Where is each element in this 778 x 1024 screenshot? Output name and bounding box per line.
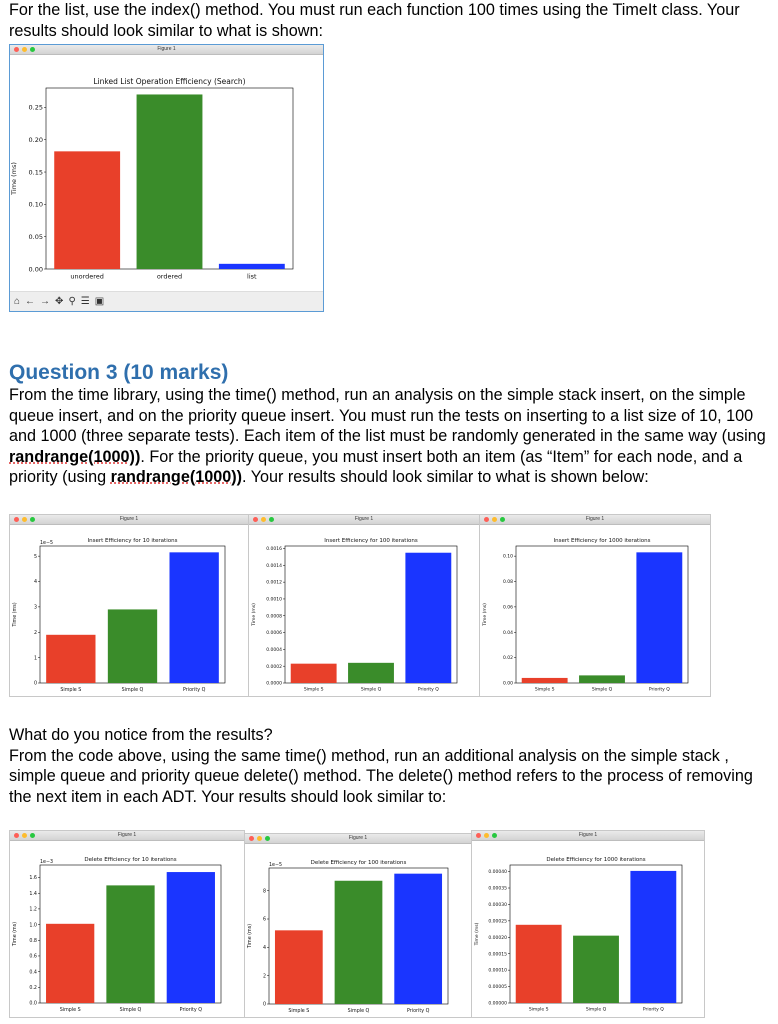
- y-tick-label: 0.00010: [488, 968, 507, 974]
- y-tick-label: 1.2: [29, 907, 37, 913]
- bar-priority-q: [405, 553, 451, 683]
- home-icon[interactable]: ⌂: [14, 296, 21, 307]
- window-title: Figure 1: [354, 516, 374, 522]
- y-tick-label: 0.00: [28, 265, 43, 274]
- y-tick-label: 0.02: [502, 656, 513, 662]
- window-title: Figure 1: [117, 832, 137, 838]
- y-tick-label: 0.0: [29, 1001, 37, 1007]
- forward-icon[interactable]: →: [40, 296, 51, 307]
- y-tick-label: 0.4: [29, 970, 37, 976]
- x-tick-label: Priority Q: [417, 687, 439, 693]
- x-tick-label: Simple Q: [347, 1008, 370, 1014]
- x-tick-label: Simple Q: [585, 1007, 607, 1013]
- y-tick-label: 0.2: [29, 985, 37, 991]
- figure-window-delete-100: [244, 833, 472, 1018]
- y-axis-label: Time (ms): [10, 162, 18, 195]
- x-tick-label: ordered: [156, 272, 183, 281]
- y-tick-label: 0.8: [29, 938, 37, 944]
- chart-delete-10: [10, 841, 244, 1018]
- intro-line-1: For the list, use the index() method. You must run each function 100 times using the TimeIt class. Your: [9, 1, 740, 19]
- chart-delete-1000: [472, 841, 704, 1018]
- y-tick-label: 0.0014: [266, 563, 282, 569]
- x-tick-label: Simple Q: [591, 687, 613, 693]
- q3-text-part-1: From the time library, using the time() method, run an analysis on the simple stack insert, on the simple queue insert, and on the priority queue insert. You must run the tests on inserting to a list size of 10, 100 and 1000 (three separate tests). Each item of the list must be randomly generated in the same way (using: [9, 386, 766, 445]
- intro-line-2: results should look similar to what is shown:: [9, 21, 323, 40]
- q3-text-part-3: . Your results should look similar to what is shown below:: [242, 468, 649, 486]
- middle-text: [9, 725, 771, 807]
- y-tick-label: 0.0010: [266, 597, 282, 603]
- question-3-heading: Question 3 (10 marks): [9, 361, 229, 384]
- y-tick-label: 1.4: [29, 891, 37, 897]
- bar-simple-q: [348, 663, 394, 683]
- x-tick-label: Simple Q: [119, 1007, 142, 1013]
- axis-multiplier: 1e−5: [40, 541, 54, 546]
- y-tick-label: 0.0008: [266, 614, 282, 620]
- q3-text-part-2: . For the priority queue, you must insert both an item (as “Item” for each node, and a priority (using: [9, 447, 743, 486]
- figure-window-delete-1000: [471, 830, 705, 1018]
- y-tick-label: 0.00005: [488, 985, 507, 991]
- x-tick-label: Simple S: [60, 687, 82, 693]
- figure-window-insert-10: [9, 514, 249, 697]
- y-tick-label: 0.04: [502, 630, 513, 636]
- chart-insert-100: [249, 525, 479, 697]
- y-tick-label: 0.00025: [488, 919, 507, 925]
- y-tick-label: 3: [33, 605, 37, 611]
- y-axis-label: Time (ms): [13, 602, 18, 627]
- x-tick-label: list: [247, 272, 257, 281]
- y-tick-label: 4: [33, 580, 37, 586]
- y-tick-label: 0.00035: [488, 886, 507, 892]
- y-axis-label: Time (ms): [483, 603, 488, 626]
- y-tick-label: 1.0: [29, 923, 37, 929]
- y-axis-label: Time (ms): [475, 922, 480, 946]
- x-tick-label: Priority Q: [406, 1008, 430, 1014]
- y-tick-label: 0.08: [502, 580, 513, 586]
- randrange-code-1: randrange(1000)): [9, 447, 141, 466]
- y-axis-label: Time (ms): [252, 603, 257, 626]
- bar-list: [219, 264, 285, 269]
- x-tick-label: Simple S: [288, 1008, 310, 1014]
- bar-simple-s: [516, 925, 562, 1003]
- y-tick-label: 0.00030: [488, 903, 507, 909]
- save-icon[interactable]: ▣: [94, 296, 105, 307]
- y-tick-label: 0.0012: [266, 580, 282, 586]
- y-tick-label: 0.05: [28, 232, 43, 241]
- y-tick-label: 0.6: [29, 954, 37, 960]
- window-title: Figure 1: [585, 516, 605, 522]
- x-tick-label: unordered: [70, 272, 104, 281]
- chart-title: Insert Efficiency for 100 iterations: [324, 538, 418, 544]
- y-tick-label: 6: [262, 917, 266, 923]
- zoom-icon[interactable]: ⚲: [68, 296, 76, 307]
- chart-title: Insert Efficiency for 1000 iterations: [553, 538, 651, 544]
- axis-multiplier: 1e−5: [269, 863, 283, 868]
- x-tick-label: Priority Q: [648, 687, 670, 693]
- bar-priority-q: [170, 552, 219, 683]
- x-tick-label: Simple Q: [121, 687, 144, 693]
- y-axis-label: Time (ms): [248, 923, 253, 949]
- bar-simple-q: [335, 881, 383, 1004]
- x-tick-label: Simple S: [528, 1007, 549, 1013]
- y-tick-label: 0.00000: [488, 1001, 507, 1007]
- y-tick-label: 0.00020: [488, 935, 507, 941]
- bar-simple-s: [275, 930, 323, 1004]
- bar-simple-s: [291, 664, 337, 683]
- y-tick-label: 0.00040: [488, 870, 507, 876]
- bar-priority-q: [394, 874, 442, 1004]
- figure-window-search: [9, 44, 324, 312]
- bar-simple-q: [108, 609, 157, 683]
- y-tick-label: 0.00: [502, 681, 513, 687]
- y-tick-label: 2: [262, 974, 266, 980]
- y-tick-label: 0.0006: [266, 631, 282, 637]
- y-tick-label: 0.15: [28, 168, 43, 177]
- figure-window-insert-1000: [479, 514, 711, 697]
- chart-search: [10, 55, 323, 292]
- bar-simple-s: [522, 678, 568, 683]
- middle-paragraph: From the code above, using the same time() method, run an additional analysis on the simple stack , simple queue and priority queue delete() method. The delete() method refers to the process of removing the next item in each ADT. Your results should look similar to:: [9, 746, 753, 806]
- bar-simple-s: [46, 924, 94, 1003]
- bar-priority-q: [167, 872, 215, 1003]
- chart-insert-10: [10, 525, 248, 697]
- bar-simple-s: [46, 635, 95, 683]
- question-3-text: [9, 385, 771, 488]
- y-tick-label: 5: [33, 554, 37, 560]
- y-tick-label: 4: [262, 946, 266, 952]
- y-tick-label: 0: [262, 1002, 266, 1008]
- figure-window-delete-10: [9, 830, 245, 1018]
- intro-text: [9, 0, 771, 41]
- y-tick-label: 0.20: [28, 135, 43, 144]
- chart-delete-100: [245, 844, 471, 1018]
- middle-question: What do you notice from the results?: [9, 726, 273, 744]
- back-icon[interactable]: ←: [25, 296, 36, 307]
- x-tick-label: Simple Q: [360, 687, 382, 693]
- chart-title: Delete Efficiency for 1000 iterations: [546, 857, 646, 863]
- window-title: Figure 1: [119, 516, 139, 522]
- y-tick-label: 1.6: [29, 876, 37, 882]
- bar-unordered: [54, 151, 120, 269]
- y-tick-label: 0.06: [502, 605, 513, 611]
- chart-title: Linked List Operation Efficiency (Search): [93, 77, 246, 86]
- y-tick-label: 1: [33, 656, 37, 662]
- pan-icon[interactable]: ✥: [55, 296, 64, 307]
- bar-priority-q: [630, 871, 676, 1003]
- y-tick-label: 0.0004: [266, 647, 282, 653]
- bar-simple-q: [573, 936, 619, 1003]
- x-tick-label: Priority Q: [182, 687, 206, 693]
- figure-window-insert-100: [248, 514, 480, 697]
- window-titlebar: [10, 45, 323, 55]
- y-tick-label: 0.0002: [266, 664, 282, 670]
- y-tick-label: 0.0000: [266, 681, 282, 687]
- y-tick-label: 8: [262, 889, 266, 895]
- y-tick-label: 0.25: [28, 103, 43, 112]
- randrange-code-2: randrange(1000)): [110, 468, 242, 486]
- x-tick-label: Priority Q: [179, 1007, 203, 1013]
- y-tick-label: 0.10: [502, 554, 513, 560]
- bar-simple-q: [106, 885, 154, 1003]
- window-title: Figure 1: [157, 46, 176, 52]
- plot-toolbar: [10, 291, 323, 311]
- bar-ordered: [137, 94, 203, 269]
- configure-icon[interactable]: ☰: [80, 296, 90, 307]
- x-tick-label: Simple S: [59, 1007, 81, 1013]
- window-title: Figure 1: [348, 835, 368, 841]
- y-tick-label: 0.00015: [488, 952, 507, 958]
- chart-insert-1000: [480, 525, 710, 697]
- y-tick-label: 2: [33, 630, 37, 636]
- bar-priority-q: [636, 552, 682, 683]
- y-tick-label: 0.0016: [266, 547, 282, 553]
- x-tick-label: Priority Q: [642, 1007, 664, 1013]
- x-tick-label: Simple S: [534, 687, 555, 693]
- x-tick-label: Simple S: [303, 687, 324, 693]
- bar-simple-q: [579, 675, 625, 683]
- y-tick-label: 0.10: [28, 200, 43, 209]
- window-title: Figure 1: [578, 832, 598, 838]
- y-axis-label: Time (ms): [13, 921, 18, 947]
- y-tick-label: 0: [33, 681, 37, 687]
- chart-title: Insert Efficiency for 10 iterations: [87, 538, 178, 544]
- axis-multiplier: 1e−3: [40, 860, 54, 865]
- chart-title: Delete Efficiency for 100 iterations: [310, 860, 407, 866]
- chart-title: Delete Efficiency for 10 iterations: [84, 857, 177, 863]
